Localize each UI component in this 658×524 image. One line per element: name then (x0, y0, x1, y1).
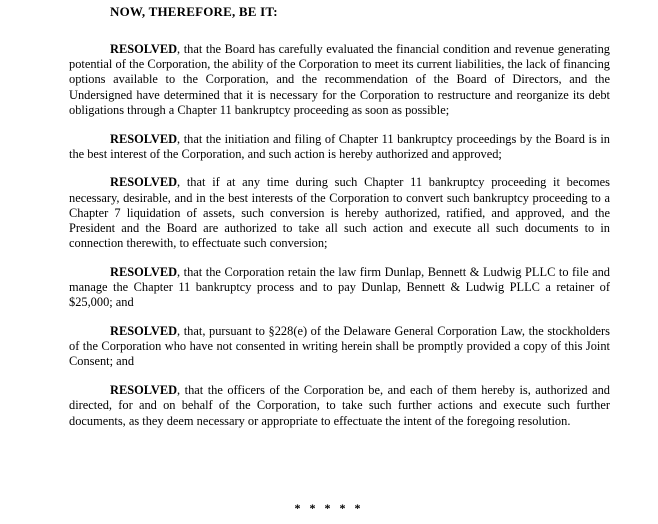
resolution-paragraph (69, 132, 610, 162)
resolution-text: , that the officers of the Corporation be, and each of them hereby is, authorized and directed, for and on behalf of the Corporation, to take such further actions and execute such further documents, as they deem necessary or appropriate to effectuate the intent of the foregoing resolution. (69, 383, 610, 428)
resolved-keyword: RESOLVED (110, 383, 178, 398)
resolution-paragraph (69, 175, 610, 251)
resolution-text: , that if at any time during such Chapter 11 bankruptcy proceeding it becomes necessary, desirable, and in the best interests of the Corporation to convert such bankruptcy proceeding to a Chapter 7 liquidation of assets, such conversion is hereby authorized, ratified, and approved, and the President and the Board are authorized to take all such action and execute all such documents to in connection therewith, to effectuate such conversion; (69, 175, 610, 251)
resolved-keyword: RESOLVED (110, 264, 178, 279)
resolution-heading: NOW, THEREFORE, BE IT: (110, 4, 278, 19)
resolution-text: , that the Board has carefully evaluated the financial condition and revenue generating potential of the Corporation, the ability of the Corporation to meet its current liabilities, the lack of financing options available to the Corporation, and the recommendation of the Board of Directors, and the Undersigned have determined that it is necessary for the Corporation to restructure and reorganize its debt obligations through a Chapter 11 bankruptcy proceeding as soon as possible; (69, 42, 610, 117)
document-body (69, 4, 610, 429)
resolved-keyword: RESOLVED (110, 131, 178, 146)
resolved-keyword: RESOLVED (110, 324, 178, 339)
end-marker: * * * * * (294, 501, 364, 515)
resolution-text: , that, pursuant to §228(e) of the Delaware General Corporation Law, the stockholders of the Corporation who have not consented in writing herein shall be promptly provided a copy of this Joint Consent; and (69, 324, 610, 369)
resolution-paragraph (69, 42, 610, 118)
resolution-paragraph (69, 265, 610, 311)
resolution-text: , that the initiation and filing of Chapter 11 bankruptcy proceedings by the Board is in the best interest of the Corporation, and such action is hereby authorized and approved; (69, 131, 610, 161)
resolution-paragraph (69, 324, 610, 370)
resolved-keyword: RESOLVED (110, 42, 178, 56)
resolved-keyword: RESOLVED (110, 175, 178, 190)
resolution-paragraph (69, 383, 610, 429)
resolution-text: , that the Corporation retain the law firm Dunlap, Bennett & Ludwig PLLC to file and manage the Chapter 11 bankruptcy process and to pay Dunlap, Bennett & Ludwig PLLC a retainer of $25,000; and (69, 264, 610, 310)
